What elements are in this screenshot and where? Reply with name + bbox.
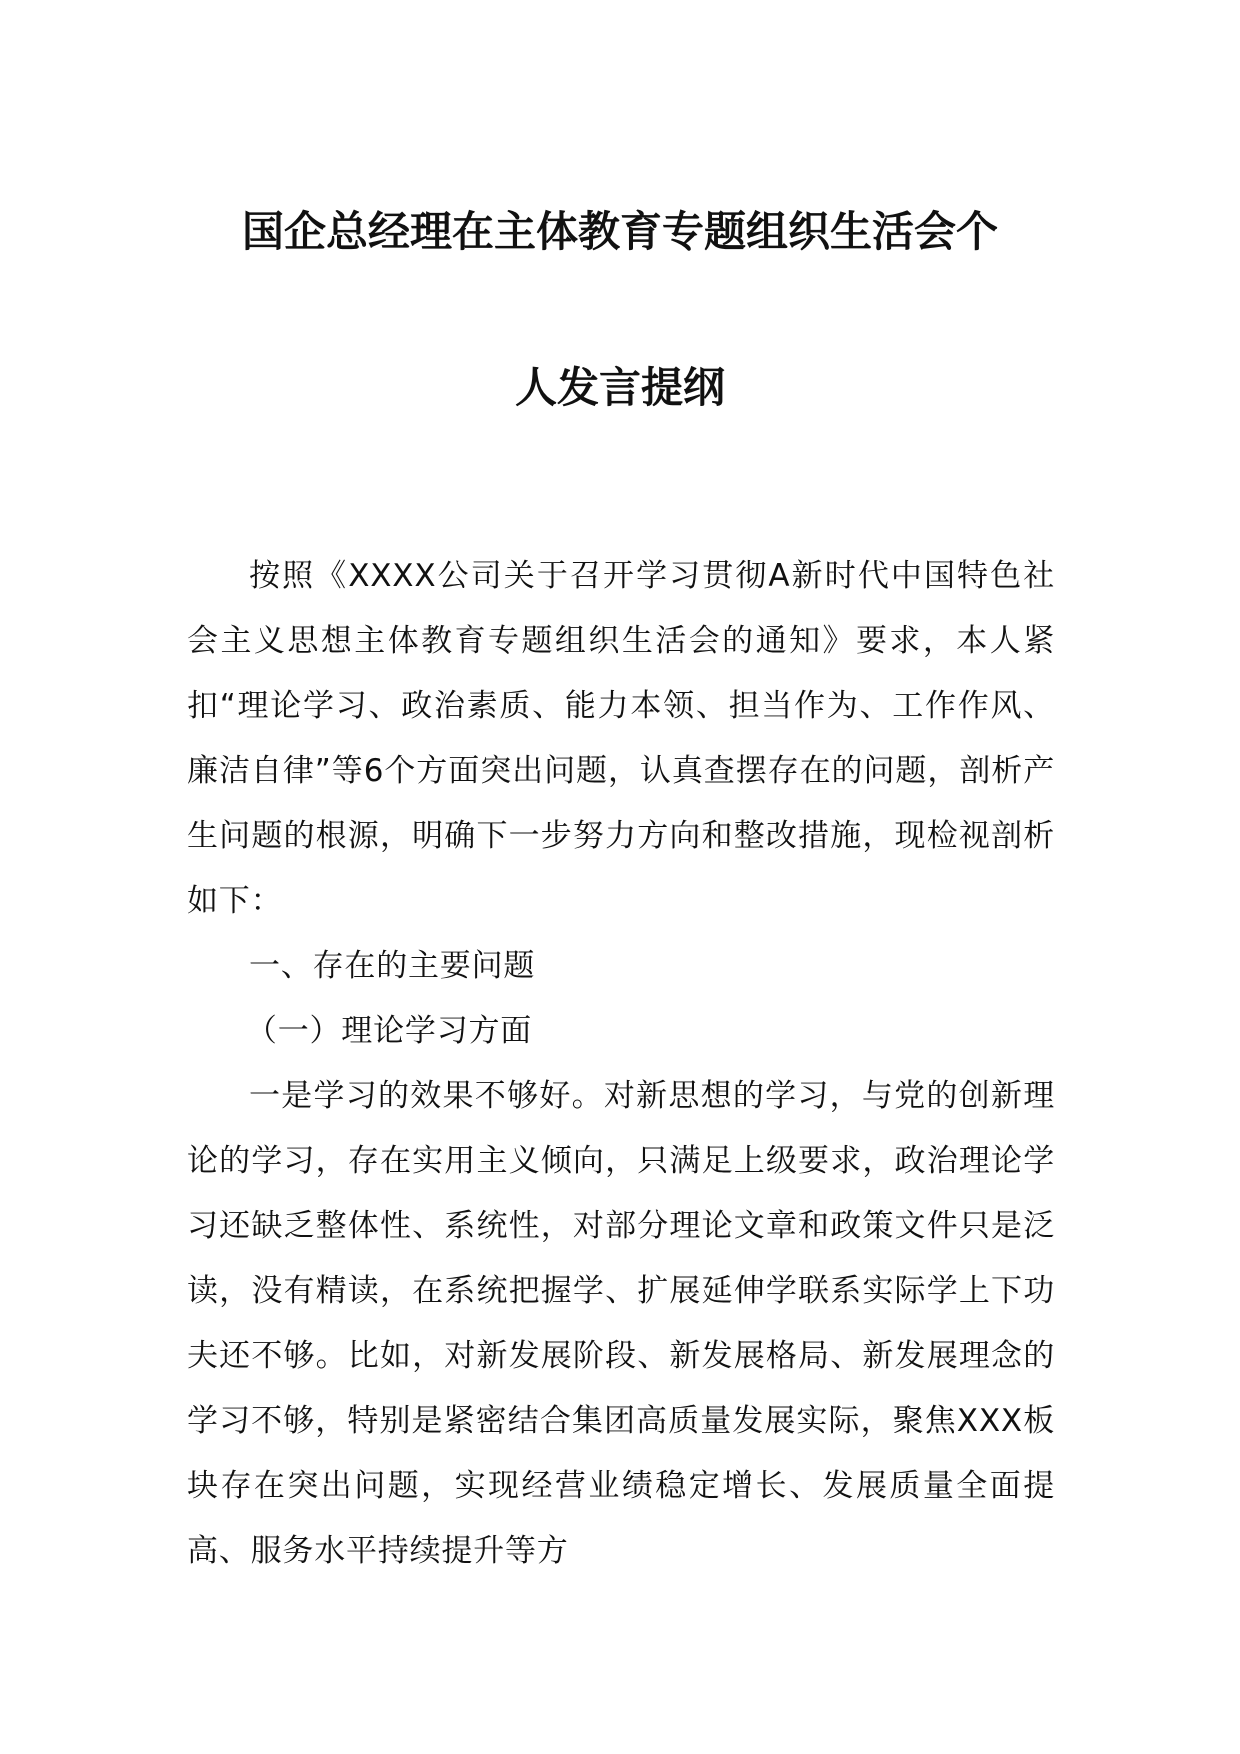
subsection-heading: （一）理论学习方面 — [245, 1013, 533, 1049]
body-paragraph: 一是学习的效果不够好。对新思想的学习，与党的创新理论的学习，存在实用主义倾向，只满足上级要求，政治理论学习还缺乏整体性、系统性，对部分理论文章和政策文件只是泛读，没有精读，在系统把握学、扩展延伸学联系实际学上下功夫还不够。比如，对新发展阶段、新发展格局、新发展理念的学习不够，特别是紧密结合集团高质量发展实际，聚焦XXX板块存在突出问题，实现经营业绩稳定增长、发展质量全面提高、服务水平持续提升等方 — [187, 1078, 1055, 1569]
document-body — [187, 544, 1055, 1584]
document-title-line-1: 国企总经理在主体教育专题组织生活会个 — [241, 207, 998, 256]
document-title-line-2: 人发言提纲 — [514, 363, 725, 412]
section-heading: 一、存在的主要问题 — [249, 948, 536, 984]
intro-paragraph: 按照《XXXX公司关于召开学习贯彻A新时代中国特色社会主义思想主体教育专题组织生活会的通知》要求，本人紧扣“理论学习、政治素质、能力本领、担当作为、工作作风、廉洁自律”等6个方面突出问题，认真查摆存在的问题，剖析产生问题的根源，明确下一步努力方向和整改措施，现检视剖析如下： — [187, 558, 1055, 919]
